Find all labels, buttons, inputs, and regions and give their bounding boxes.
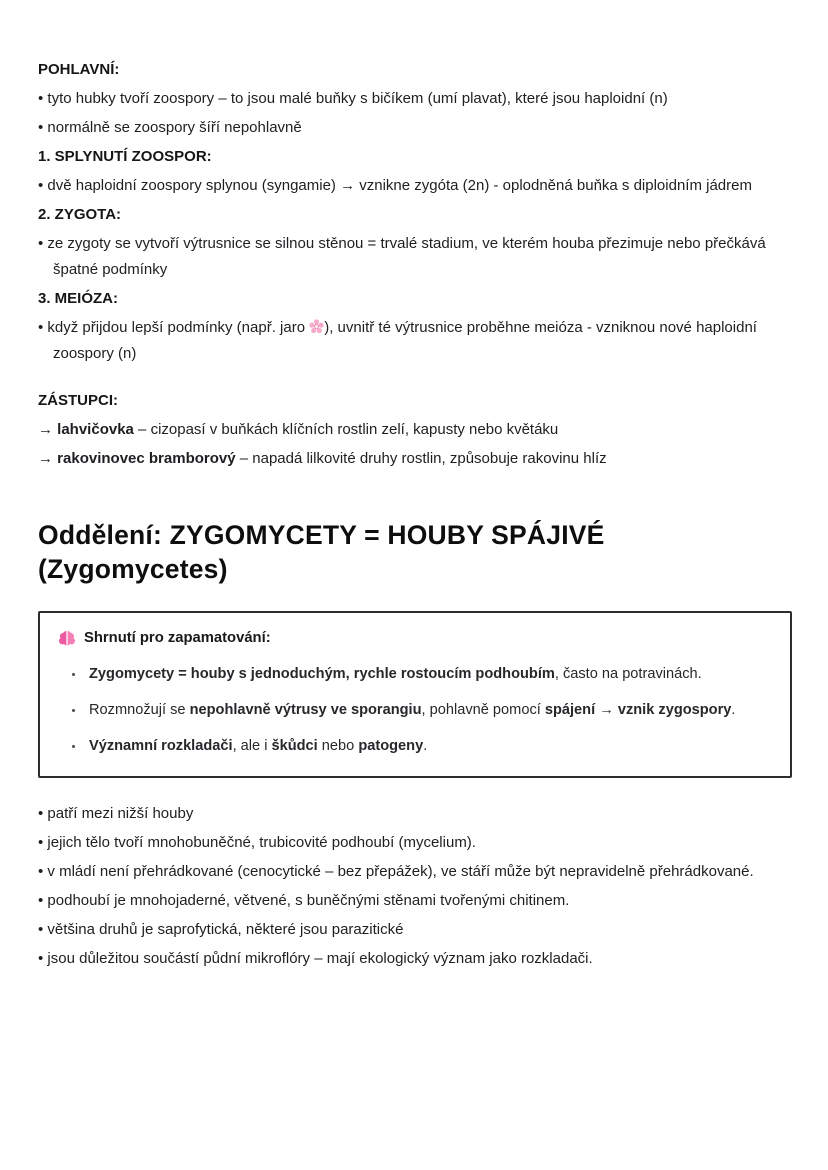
section-heading-splynuti: 1. SPLYNUTÍ ZOOSPOR:: [38, 148, 212, 165]
representative-item: [38, 446, 792, 472]
summary-text: , ale i: [232, 738, 272, 754]
arrow-glyph: →: [38, 421, 58, 438]
chapter-title: Oddělení: ZYGOMYCETY = HOUBY SPÁJIVÉ (Zygomycetes): [38, 520, 605, 584]
bullet-item: • patří mezi nižší houby: [38, 805, 194, 822]
representative-desc: – napadá lilkovité druhy rostlin, způsobuje rakovinu hlíz: [235, 450, 607, 467]
section-heading-meioza: 3. MEIÓZA:: [38, 290, 119, 307]
summary-text: .: [731, 702, 736, 718]
summary-item: [85, 664, 770, 685]
summary-box-title-text: Shrnutí pro zapamatování:: [84, 630, 271, 646]
summary-text-bold: spájení → vznik zygospory: [544, 702, 732, 718]
flower-icon: [309, 319, 324, 334]
arrow-glyph: →: [38, 450, 58, 467]
bullet-item: • většina druhů je saprofytická, některé jsou parazitické: [38, 921, 404, 938]
summary-box-title: [58, 628, 770, 648]
summary-text: , pohlavně pomocí: [421, 702, 545, 718]
bullet-item: • normálně se zoospory šíří nepohlavně: [38, 119, 302, 136]
summary-text-bold: nepohlavně výtrusy ve sporangiu: [189, 702, 422, 718]
summary-text: .: [423, 738, 428, 754]
summary-item: [85, 736, 770, 757]
bullet-item: • jejich tělo tvoří mnohobuněčné, trubicovité podhoubí (mycelium).: [38, 834, 476, 851]
summary-item: [85, 700, 770, 721]
representative-name: lahvičovka: [57, 421, 134, 438]
summary-list: [58, 664, 770, 757]
characteristics-section: [38, 801, 792, 972]
summary-text: , často na potravinách.: [554, 666, 702, 682]
section-heading-pohlavni: POHLAVNÍ:: [38, 61, 120, 78]
summary-text-bold: škůdci: [271, 738, 318, 754]
summary-box: [38, 611, 792, 778]
summary-text: nebo: [317, 738, 359, 754]
bullet-text: • když přijdou lepší podmínky (např. jaro: [38, 319, 310, 336]
summary-text-bold: patogeny: [358, 738, 424, 754]
bullet-item: • tyto hubky tvoří zoospory – to jsou malé buňky s bičíkem (umí plavat), které jsou haploidní (n): [38, 90, 668, 107]
section-heading-zygota: 2. ZYGOTA:: [38, 206, 122, 223]
bullet-item: • ze zygoty se vytvoří výtrusnice se silnou stěnou = trvalé stadium, ve kterém houba přezimuje nebo přečkává špatné podmínky: [38, 235, 766, 278]
brain-icon: [58, 630, 76, 646]
bullet-item: • podhoubí je mnohojaderné, větvené, s buněčnými stěnami tvořenými chitinem.: [38, 892, 570, 909]
summary-text-bold: Zygomycety = houby s jednoduchým, rychle rostoucím podhoubím: [89, 666, 555, 682]
summary-text: Rozmnožují se: [89, 702, 190, 718]
bullet-item: [38, 315, 792, 367]
representative-item: [38, 417, 792, 443]
bullet-item: • v mládí není přehrádkované (cenocytické – bez přepážek), ve stáří může být nepravidelně přehrádkované.: [38, 863, 754, 880]
representative-name: rakovinovec bramborový: [57, 450, 236, 467]
bullet-item: • jsou důležitou součástí půdní mikroflóry – mají ekologický význam jako rozkladači.: [38, 950, 593, 967]
summary-text-bold: Významní rozkladači: [89, 738, 233, 754]
representative-desc: – cizopasí v buňkách klíčních rostlin zelí, kapusty nebo květáku: [133, 421, 559, 438]
bullet-text: ), uvnitř té výtrusnice proběhne meióza - vzniknou nové haploidní zoospory (n): [53, 319, 757, 362]
section-heading-zastupci: ZÁSTUPCI:: [38, 392, 118, 409]
bullet-item: • dvě haploidní zoospory splynou (syngamie) → vznikne zygóta (2n) - oplodněná buňka s diploidním jádrem: [38, 177, 752, 194]
